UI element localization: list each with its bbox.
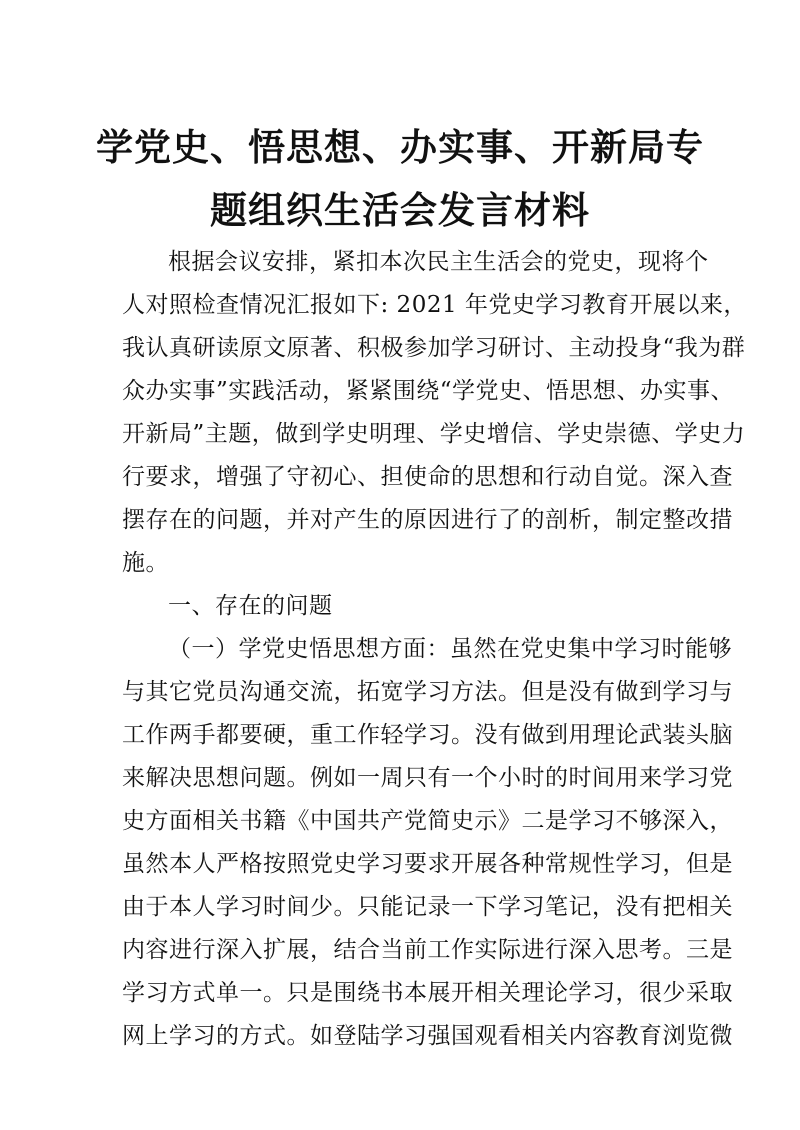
document-title-line-2: 题组织生活会发言材料 [210, 189, 590, 232]
subsection-line: （一）学党史悟思想方面：虽然在党史集中学习时能够 [168, 636, 732, 662]
body-line: 根据会议安排，紧扣本次民主生活会的党史，现将个 [168, 249, 709, 275]
body-line: 我认真研读原文原著、积极参加学习研讨、主动投身“我为群 [122, 335, 746, 361]
body-line: 行要求，增强了守初心、担使命的思想和行动自觉。深入查 [122, 464, 733, 490]
body-line: 来解决思想问题。例如一周只有一个小时的时间用来学习党 [122, 765, 733, 791]
document-title-line-1: 学党史、悟思想、办实事、开新局专 [96, 126, 704, 169]
body-line: 学习方式单一。只是围绕书本展开相关理论学习，很少采取 [122, 980, 733, 1006]
body-line: 众办实事”实践活动，紧紧围绕“学党史、悟思想、办实事、 [122, 378, 735, 404]
body-line: 开新局”主题，做到学史明理、学史增信、学史崇德、学史力 [122, 421, 746, 447]
body-line: 人对照检查情况汇报如下: 2021 年党史学习教育开展以来， [122, 292, 747, 318]
body-line: 施。 [122, 550, 169, 576]
body-line: 由于本人学习时间少。只能记录一下学习笔记，没有把相关 [122, 894, 733, 920]
body-line: 与其它党员沟通交流，拓宽学习方法。但是没有做到学习与 [122, 679, 733, 705]
body-line: 摆存在的问题，并对产生的原因进行了的剖析，制定整改措 [122, 507, 733, 533]
body-line: 工作两手都要硬，重工作轻学习。没有做到用理论武装头脑 [122, 722, 733, 748]
body-line: 内容进行深入扩展，结合当前工作实际进行深入思考。三是 [122, 937, 733, 963]
section-heading: 一、存在的问题 [168, 593, 333, 619]
body-line: 史方面相关书籍《中国共产党简史示》二是学习不够深入， [122, 808, 733, 834]
body-line: 虽然本人严格按照党史学习要求开展各种常规性学习，但是 [122, 851, 733, 877]
body-line: 网上学习的方式。如登陆学习强国观看相关内容教育浏览微 [122, 1023, 733, 1049]
